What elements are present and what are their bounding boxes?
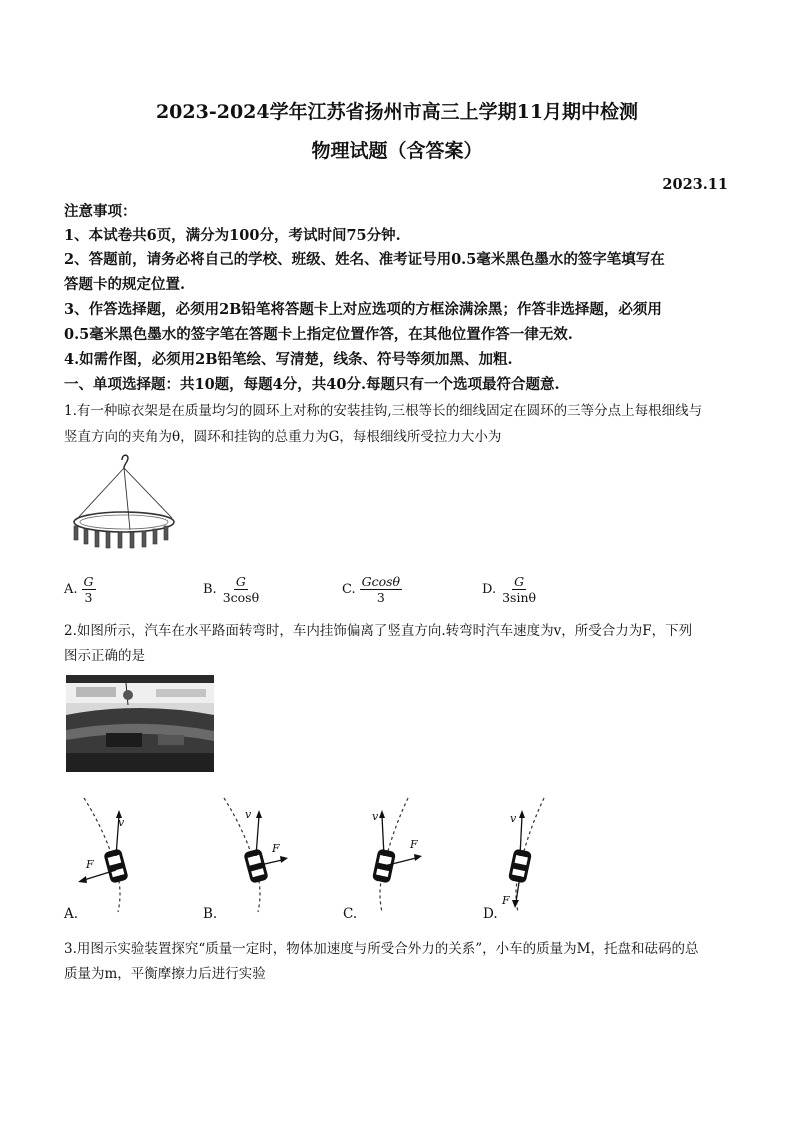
q2-d-f-label: F [502,894,510,907]
drying-rack-figure [68,452,178,562]
notes-heading: 注意事项： [64,203,137,220]
note-item-1: 1、本试卷共6页，满分为100分，考试时间75分钟. [64,227,401,244]
section-heading: 一、单项选择题：共10题，每题4分，共40分.每题只有一个选项最符合题意. [64,376,560,393]
page-subtitle: 物理试题（含答案） [311,140,483,162]
q2-option-b[interactable]: B. [203,906,218,922]
q2-option-c[interactable]: C. [343,906,358,922]
q1-option-a-fraction [82,574,96,605]
q1-option-d[interactable] [482,574,538,605]
q1-stem-line1: 1.有一种晾衣架是在质量均匀的圆环上对称的安装挂钩,三根等长的细线固定在圆环的三等分点上每根细线与 [64,403,703,419]
q2-c-f-label: F [410,838,418,851]
note-item-2-line2: 答题卡的规定位置. [64,276,186,293]
q2-b-f-label: F [272,842,280,855]
q1-stem-line2: 竖直方向的夹角为θ，圆环和挂钩的总重力为G，每根细线所受拉力大小为 [64,429,502,445]
q2-c-v-label: v [372,810,379,823]
exam-date: 2023.11 [662,176,728,193]
page-title: 2023-2024学年江苏省扬州市高三上学期11月期中检测 [155,101,639,123]
q1-option-b[interactable] [203,574,261,605]
q1-option-c-label: C. [342,582,356,597]
note-item-3-line2: 0.5毫米黑色墨水的签字笔在答题卡上指定位置作答，在其他位置作答一律无效. [64,326,573,343]
q2-stem-line2: 图示正确的是 [64,648,145,664]
note-item-3-line1: 3、作答选择题，必须用2B铅笔将答题卡上对应选项的方框涂满涂黑；作答非选择题，必须用 [64,301,662,318]
car-interior-photo [66,675,214,772]
note-item-4: 4.如需作图，必须用2B铅笔绘、写清楚，线条、符号等须加黑、加粗. [64,351,513,368]
q2-stem-line1: 2.如图所示，汽车在水平路面转弯时，车内挂饰偏离了竖直方向.转弯时汽车速度为v，所受合力为F，下列 [64,623,693,639]
q2-option-d[interactable]: D. [483,906,498,922]
q2-d-v-label: v [510,812,517,825]
q1-option-b-den: 3cosθ [222,590,260,605]
q2-option-a[interactable]: A. [64,906,79,922]
q1-option-d-den: 3sinθ [502,590,537,605]
q2-a-f-label: F [86,858,94,871]
q1-option-c-num: Gcosθ [361,574,401,589]
q1-option-d-label: D. [482,582,497,597]
q3-stem-line2: 质量为m，平衡摩擦力后进行实验 [64,966,266,982]
q1-option-d-fraction [500,574,538,605]
q1-option-a-label: A. [64,582,78,597]
q2-diagram-b [212,796,292,914]
q2-diagram-c [350,796,430,914]
q1-option-c[interactable] [342,574,402,605]
q1-option-b-fraction [221,574,261,605]
q2-a-v-label: v [118,816,125,829]
q1-option-a[interactable] [64,574,96,605]
q1-option-a-den: 3 [84,590,93,605]
q2-b-v-label: v [245,808,252,821]
q1-option-b-label: B. [203,582,217,597]
q3-stem-line1: 3.用图示实验装置探究“质量一定时，物体加速度与所受合外力的关系”，小车的质量为M，托盘和砝码的总 [64,941,699,957]
q1-option-a-num: G [83,574,94,589]
q2-diagram-d [486,796,566,914]
q1-option-c-fraction [360,574,402,605]
note-item-2-line1: 2、答题前，请务必将自己的学校、班级、姓名、准考证号用0.5毫米黑色墨水的签字笔填写在 [64,251,665,268]
q1-option-d-num: G [514,574,525,589]
q2-diagram-a [72,796,152,914]
q1-option-b-num: G [235,574,246,589]
q1-option-c-den: 3 [376,590,385,605]
